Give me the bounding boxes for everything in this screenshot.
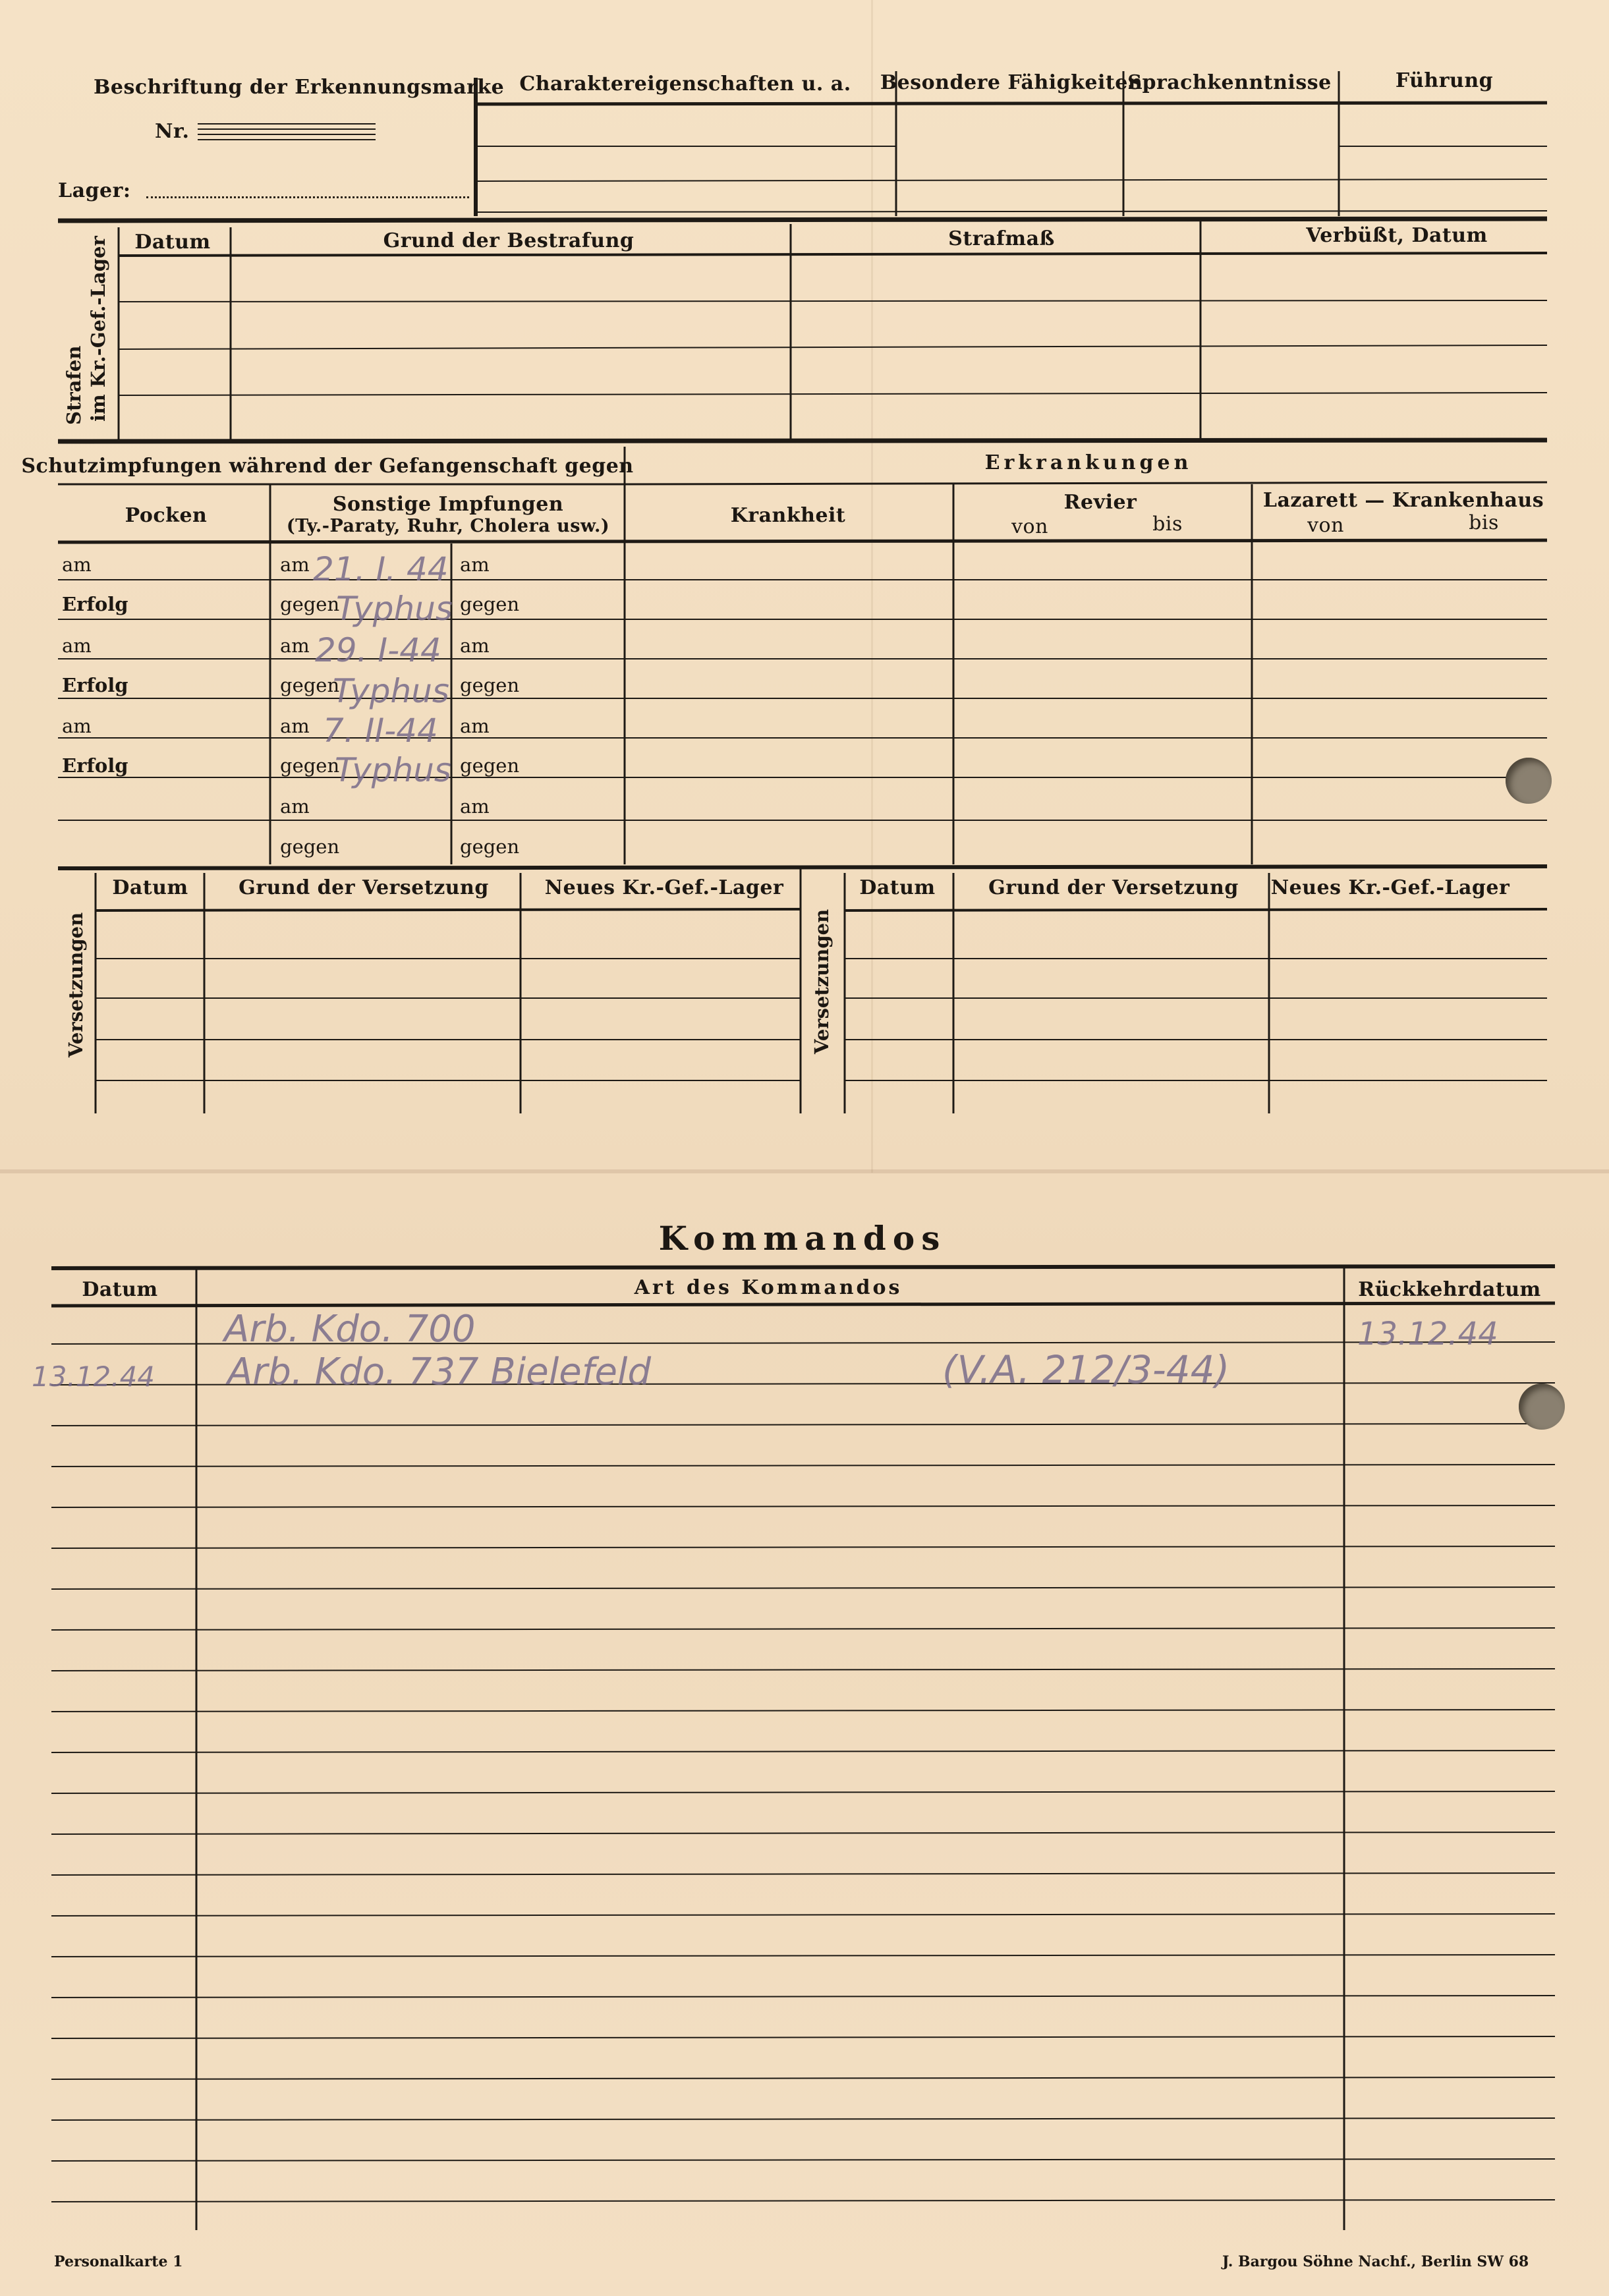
impfungen-heading: Schutzimpfungen während der Gefangenschaft gegen — [21, 455, 634, 478]
handwritten-date-2: 29. I-44 — [315, 631, 441, 669]
versetzungen-side-label-right: Versetzungen — [810, 909, 833, 1054]
strafen-side-label-1: Strafen — [63, 345, 85, 425]
versetzungen-top-rule — [58, 866, 1547, 868]
impf-mid-label: am — [280, 553, 310, 576]
rule-line — [119, 393, 1547, 395]
rule-line — [51, 2200, 1555, 2202]
rule-line — [476, 179, 1547, 181]
handwritten-typhus-1: Typhus — [336, 590, 453, 628]
kommandos-title: Kommandos — [658, 1219, 947, 1258]
handwritten-typhus-3: Typhus — [335, 751, 451, 789]
strafen-side-label-2: im Kr.-Gef.-Lager — [87, 236, 109, 422]
rule-line — [51, 1873, 1555, 1875]
nr-label: Nr. — [155, 120, 190, 143]
rule-line — [51, 2118, 1555, 2120]
rule-line — [625, 482, 1547, 484]
strafen-top-rule — [58, 219, 1547, 221]
strafen-col-strafmass: Strafmaß — [948, 227, 1055, 250]
rule-line — [51, 1546, 1555, 1548]
handwritten-date-3: 7. II-44 — [323, 712, 438, 750]
impf-left-label: am — [62, 715, 92, 737]
impfungen-top-rule — [58, 440, 1547, 441]
lazarett-bis: bis — [1469, 511, 1499, 534]
rule-line — [51, 1710, 1555, 1712]
impf-mid-label: gegen — [280, 835, 340, 858]
id-tag-label: Beschriftung der Erkennungsmarke — [94, 76, 505, 99]
erkrankungen-heading: Erkrankungen — [984, 451, 1193, 474]
kommando-2-datum: 13.12.44 — [32, 1360, 155, 1393]
revier-bis: bis — [1152, 513, 1183, 536]
kommando-1-rueckkehr: 13.12.44 — [1357, 1316, 1498, 1353]
impfungen-header-rule — [58, 540, 1547, 542]
handwritten-typhus-2: Typhus — [333, 672, 449, 710]
rule-line — [51, 1628, 1555, 1630]
rule-line — [51, 1996, 1555, 1998]
col-charakter: Charaktereigenschaften u. a. — [519, 72, 851, 96]
impf-right-label: am — [460, 553, 490, 576]
kommandos-col-datum: Datum — [82, 1278, 158, 1301]
rule-line — [51, 2077, 1555, 2079]
strafen-col-grund: Grund der Bestrafung — [383, 229, 635, 252]
strafen-header-rule — [119, 253, 1547, 256]
revier-von: von — [1011, 515, 1048, 538]
lager-label: Lager: — [58, 179, 131, 202]
vers-left-neues: Neues Kr.-Gef.-Lager — [544, 876, 784, 899]
kommandos-top-rule — [51, 1266, 1555, 1268]
impf-right-label: am — [460, 795, 490, 818]
rule-line — [119, 300, 1547, 302]
impf-mid-label: am — [280, 795, 310, 818]
rule-line — [51, 1465, 1555, 1467]
footer-left: Personalkarte 1 — [54, 2253, 183, 2270]
vers-right-neues: Neues Kr.-Gef.-Lager — [1270, 876, 1510, 899]
rule-line — [51, 2036, 1555, 2038]
impf-left-label: Erfolg — [62, 754, 128, 777]
top-header-rule — [476, 103, 1547, 104]
impf-right-label: am — [460, 715, 490, 737]
strafen-col-verbuesst: Verbüßt, Datum — [1306, 224, 1488, 247]
lazarett-von: von — [1307, 514, 1344, 537]
impf-right-label: gegen — [460, 835, 520, 858]
impf-mid-label: gegen — [280, 674, 340, 696]
col-sprachen: Sprachkenntnisse — [1127, 71, 1332, 94]
impfungen-sonstige-2: (Ty.-Paraty, Ruhr, Cholera usw.) — [286, 516, 610, 536]
impf-left-label: Erfolg — [62, 674, 128, 696]
impf-left-label: am — [62, 553, 92, 576]
rule-line — [51, 1587, 1555, 1589]
strafen-col-datum: Datum — [134, 231, 211, 254]
col-fuehrung: Führung — [1395, 69, 1494, 92]
lager-field-line — [146, 196, 469, 198]
vers-left-datum: Datum — [112, 876, 188, 899]
rule-line — [51, 1750, 1555, 1752]
impf-mid-label: am — [280, 715, 310, 737]
impf-right-label: gegen — [460, 674, 520, 696]
vers-right-datum: Datum — [859, 876, 936, 899]
impf-left-label: am — [62, 634, 92, 657]
impfungen-sonstige-1: Sonstige Impfungen — [332, 493, 564, 516]
impf-mid-label: gegen — [280, 754, 340, 777]
impf-left-label: Erfolg — [62, 593, 128, 615]
kommando-1-art: Arb. Kdo. 700 — [224, 1308, 476, 1351]
rule-line — [51, 1955, 1555, 1957]
impf-right-label: gegen — [460, 593, 520, 615]
erkrankungen-revier: Revier — [1063, 491, 1137, 514]
kommando-2-art: Arb. Kdo. 737 Bielefeld — [227, 1351, 652, 1393]
kommandos-col-art: Art des Kommandos — [634, 1276, 903, 1299]
rule-line — [51, 1791, 1555, 1793]
footer-right: J. Bargou Söhne Nachf., Berlin SW 68 — [1222, 2253, 1529, 2270]
handwritten-date-1: 21. I. 44 — [313, 550, 449, 588]
rule-line — [51, 1669, 1555, 1671]
impf-mid-label: am — [280, 634, 310, 657]
rule-line — [51, 2159, 1555, 2161]
rule-line — [119, 345, 1547, 349]
kommandos-col-rueckkehr: Rückkehrdatum — [1358, 1278, 1541, 1301]
vers-right-grund: Grund der Versetzung — [988, 876, 1239, 899]
versetzungen-side-label-left: Versetzungen — [65, 912, 87, 1057]
impf-right-label: gegen — [460, 754, 520, 777]
col-faehigkeiten: Besondere Fähigkeiten — [880, 71, 1143, 94]
kommandos-header-rule — [51, 1303, 1555, 1306]
impfungen-pocken: Pocken — [125, 504, 208, 527]
rule-line — [96, 909, 801, 910]
impf-mid-label: gegen — [280, 593, 340, 615]
rule-line — [51, 1832, 1555, 1834]
impf-right-label: am — [460, 634, 490, 657]
erkrankungen-krankheit: Krankheit — [730, 504, 846, 527]
rule-line — [476, 211, 1547, 212]
rule-line — [51, 1424, 1555, 1426]
kommando-2-note: (V.A. 212/3-44) — [942, 1347, 1230, 1392]
rule-line — [51, 1505, 1555, 1507]
rule-line — [51, 1914, 1555, 1916]
punch-hole-lower — [1519, 1384, 1565, 1430]
erkrankungen-lazarett: Lazarett — Krankenhaus — [1262, 489, 1544, 512]
punch-hole-upper — [1506, 758, 1552, 804]
vers-left-grund: Grund der Versetzung — [239, 876, 489, 899]
rule-line — [845, 909, 1547, 910]
